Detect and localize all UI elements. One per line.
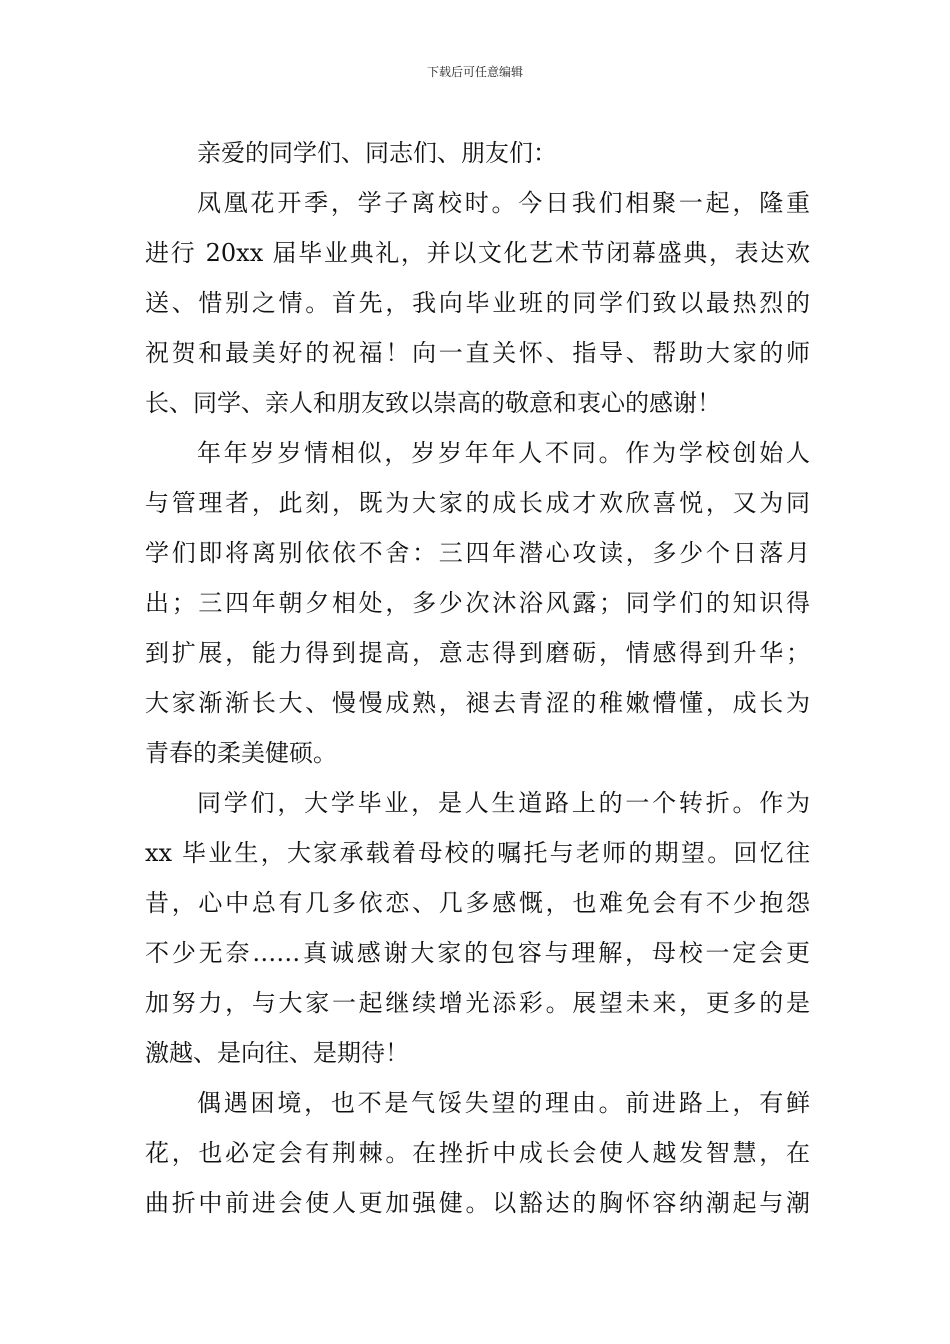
paragraph-line: 大家渐渐长大、慢慢成熟，褪去青涩的稚嫩懵懂，成长为 (145, 689, 810, 717)
paragraph-line: 长、同学、亲人和朋友致以崇高的敬意和衷心的感谢！ (145, 389, 721, 417)
paragraph-4 (145, 1078, 810, 1228)
paragraph-line: 年年岁岁情相似，岁岁年年人不同。作为学校创始人 (197, 439, 810, 467)
paragraph-line: 不少无奈……真诚感谢大家的包容与理解，母校一定会更 (145, 939, 810, 967)
paragraph-line: 祝贺和最美好的祝福！向一直关怀、指导、帮助大家的师 (145, 339, 810, 367)
paragraph-line: 曲折中前进会使人更加强健。以豁达的胸怀容纳潮起与潮 (145, 1189, 810, 1217)
paragraph-line: 凤凰花开季，学子离校时。今日我们相聚一起，隆重 (197, 189, 810, 217)
document-body (145, 128, 810, 1228)
salutation: 亲爱的同学们、同志们、朋友们： (197, 139, 557, 167)
page-header: 下载后可任意编辑 (426, 65, 523, 79)
paragraph-2 (145, 428, 810, 778)
paragraph-line: 学们即将离别依依不舍：三四年潜心攻读，多少个日落月 (145, 539, 810, 567)
paragraph-line: 昔，心中总有几多依恋、几多感慨，也难免会有不少抱怨 (145, 889, 810, 917)
paragraph-line: 偶遇困境，也不是气馁失望的理由。前进路上，有鲜 (197, 1089, 810, 1117)
paragraph-line: 与管理者，此刻，既为大家的成长成才欢欣喜悦，又为同 (145, 489, 810, 517)
paragraph-1 (145, 178, 810, 428)
paragraph-line: 同学们，大学毕业，是人生道路上的一个转折。作为 (197, 789, 810, 817)
paragraph-line: 青春的柔美健硕。 (145, 739, 337, 767)
paragraph-line: 到扩展，能力得到提高，意志得到磨砺，情感得到升华； (145, 639, 810, 667)
paragraph-line: 出；三四年朝夕相处，多少次沐浴风露；同学们的知识得 (145, 589, 810, 617)
paragraph-line: 进行 20xx 届毕业典礼，并以文化艺术节闭幕盛典，表达欢 (145, 239, 810, 267)
paragraph-3 (145, 778, 810, 1078)
paragraph-line: 送、惜别之情。首先，我向毕业班的同学们致以最热烈的 (145, 289, 810, 317)
paragraph-line: 加努力，与大家一起继续增光添彩。展望未来，更多的是 (145, 989, 810, 1017)
paragraph-line: xx 毕业生，大家承载着母校的嘱托与老师的期望。回忆往 (145, 839, 810, 867)
paragraph-line: 激越、是向往、是期待！ (145, 1039, 409, 1067)
paragraph-line: 花，也必定会有荆棘。在挫折中成长会使人越发智慧，在 (145, 1139, 810, 1167)
